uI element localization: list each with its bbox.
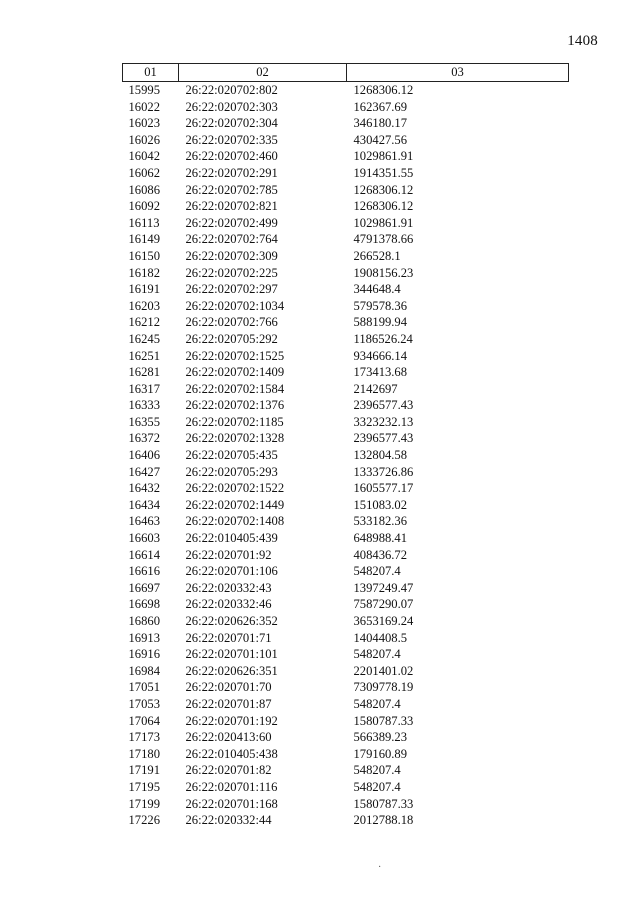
- cell-cadastral-id: 26:22:020702:291: [185, 165, 278, 180]
- table-row: [123, 630, 569, 647]
- cell-value: 179160.89: [353, 746, 408, 761]
- cell-number: 17195: [128, 779, 160, 794]
- cell-cadastral-id: 26:22:020702:1584: [185, 381, 285, 396]
- cell-value: 4791378.66: [353, 232, 414, 247]
- cell-number: 16916: [128, 647, 160, 662]
- cell-cadastral-id: 26:22:020702:766: [185, 315, 278, 330]
- cell-cadastral-id: 26:22:020701:101: [185, 647, 278, 662]
- cell-cadastral-id: 26:22:020701:92: [185, 547, 272, 562]
- cell-number: 16149: [128, 232, 160, 247]
- cell-number: 16698: [128, 597, 160, 612]
- table-row: [123, 148, 569, 165]
- cell-number: 16203: [128, 298, 160, 313]
- cell-value: 173413.68: [353, 365, 408, 380]
- cell-value: 1029861.91: [353, 215, 414, 230]
- cell-value: 430427.56: [353, 132, 408, 147]
- cell-number: 16616: [128, 564, 160, 579]
- cell-number: 16182: [128, 265, 160, 280]
- table-row: [123, 182, 569, 199]
- cell-number: 17180: [128, 746, 160, 761]
- table-row: [123, 381, 569, 398]
- cell-number: 16603: [128, 531, 160, 546]
- cell-cadastral-id: 26:22:020702:1034: [185, 298, 285, 313]
- cell-value: 1404408.5: [353, 630, 408, 645]
- table-row: [123, 447, 569, 464]
- cell-number: 16086: [128, 182, 160, 197]
- table-row: [123, 364, 569, 381]
- cell-value: 1186526.24: [353, 331, 413, 346]
- cell-cadastral-id: 26:22:020701:70: [185, 680, 272, 695]
- cell-value: 2396577.43: [353, 398, 414, 413]
- cell-number: 17199: [128, 796, 160, 811]
- cell-value: 548207.4: [353, 647, 401, 662]
- cell-cadastral-id: 26:22:020702:1449: [185, 497, 285, 512]
- cell-value: 533182.36: [353, 514, 408, 529]
- cell-cadastral-id: 26:22:020701:82: [185, 763, 272, 778]
- cell-value: 1908156.23: [353, 265, 414, 280]
- cell-cadastral-id: 26:22:020702:225: [185, 265, 278, 280]
- table-row: [123, 314, 569, 331]
- cell-cadastral-id: 26:22:020702:304: [185, 116, 278, 131]
- cell-value: 346180.17: [353, 116, 408, 131]
- cell-number: 16697: [128, 580, 160, 595]
- cell-number: 16333: [128, 398, 160, 413]
- cell-cadastral-id: 26:22:010405:438: [185, 746, 278, 761]
- cell-cadastral-id: 26:22:020332:44: [185, 813, 272, 828]
- cell-number: 16614: [128, 547, 160, 562]
- table-row: [123, 646, 569, 663]
- cell-value: 1333726.86: [353, 464, 414, 479]
- table-row: [123, 430, 569, 447]
- table-row: [123, 99, 569, 116]
- cell-number: 17053: [128, 696, 160, 711]
- table-row: [123, 563, 569, 580]
- cell-cadastral-id: 26:22:010405:439: [185, 531, 278, 546]
- table-row: [123, 281, 569, 298]
- cell-number: 16245: [128, 331, 160, 346]
- cell-number: 16913: [128, 630, 160, 645]
- column-header-01: 01: [123, 64, 179, 82]
- table-row: [123, 513, 569, 530]
- cell-value: 548207.4: [353, 779, 401, 794]
- table-row: [123, 796, 569, 813]
- cell-number: 15995: [128, 83, 160, 97]
- data-table-container: [122, 63, 568, 829]
- cell-value: 648988.41: [353, 531, 408, 546]
- cell-number: 16355: [128, 414, 160, 429]
- table-row: [123, 298, 569, 315]
- cell-cadastral-id: 26:22:020702:785: [185, 182, 278, 197]
- cell-cadastral-id: 26:22:020332:46: [185, 597, 272, 612]
- cell-cadastral-id: 26:22:020702:335: [185, 132, 278, 147]
- cell-number: 16042: [128, 149, 160, 164]
- cell-number: 16062: [128, 165, 160, 180]
- table-row: [123, 348, 569, 365]
- cell-value: 162367.69: [353, 99, 408, 114]
- cell-cadastral-id: 26:22:020702:499: [185, 215, 278, 230]
- scan-speck: ·: [378, 862, 382, 873]
- cell-value: 1605577.17: [353, 481, 414, 496]
- cell-cadastral-id: 26:22:020705:435: [185, 448, 278, 463]
- cell-cadastral-id: 26:22:020701:87: [185, 696, 272, 711]
- cell-number: 16092: [128, 199, 160, 214]
- cell-value: 132804.58: [353, 448, 408, 463]
- table-row: [123, 679, 569, 696]
- cell-cadastral-id: 26:22:020701:116: [185, 779, 278, 794]
- column-header-02: 02: [179, 64, 347, 82]
- cell-number: 17173: [128, 730, 160, 745]
- cell-number: 16860: [128, 614, 160, 628]
- cell-value: 408436.72: [353, 547, 408, 562]
- cell-cadastral-id: 26:22:020701:168: [185, 796, 278, 811]
- cell-value: 344648.4: [353, 282, 401, 297]
- cell-number: 16406: [128, 448, 160, 463]
- table-row: [123, 464, 569, 481]
- cell-value: 548207.4: [353, 696, 401, 711]
- table-row: [123, 779, 569, 796]
- cell-number: 17051: [128, 680, 160, 695]
- table-row: [123, 414, 569, 431]
- table-row: [123, 331, 569, 348]
- cell-value: 566389.23: [353, 730, 408, 745]
- table-row: [123, 746, 569, 763]
- cell-cadastral-id: 26:22:020702:303: [185, 99, 278, 114]
- cell-value: 2142697: [353, 381, 398, 396]
- cell-number: 16372: [128, 431, 160, 446]
- table-row: [123, 580, 569, 597]
- cell-value: 1268306.12: [353, 83, 414, 97]
- cell-value: 2012788.18: [353, 813, 414, 828]
- cell-cadastral-id: 26:22:020626:351: [185, 663, 278, 678]
- table-row: [123, 265, 569, 282]
- cell-number: 16434: [128, 497, 160, 512]
- table-row: [123, 397, 569, 414]
- header-row: [123, 64, 569, 82]
- cell-number: 16463: [128, 514, 160, 529]
- cell-cadastral-id: 26:22:020702:1522: [185, 481, 285, 496]
- cell-number: 16023: [128, 116, 160, 131]
- cell-cadastral-id: 26:22:020626:352: [185, 614, 278, 628]
- cell-cadastral-id: 26:22:020701:71: [185, 630, 272, 645]
- cell-number: 17191: [128, 763, 160, 778]
- cell-cadastral-id: 26:22:020702:1409: [185, 365, 285, 380]
- table-row: [123, 231, 569, 248]
- table-row: [123, 530, 569, 547]
- cell-cadastral-id: 26:22:020702:460: [185, 149, 278, 164]
- cell-cadastral-id: 26:22:020702:309: [185, 248, 278, 263]
- cell-value: 1268306.12: [353, 182, 414, 197]
- cell-cadastral-id: 26:22:020702:1328: [185, 431, 285, 446]
- cell-value: 548207.4: [353, 564, 401, 579]
- cell-value: 1580787.33: [353, 713, 414, 728]
- cell-number: 16191: [128, 282, 160, 297]
- table-row: [123, 812, 569, 829]
- table-header: [123, 64, 569, 82]
- cell-cadastral-id: 26:22:020702:821: [185, 199, 278, 214]
- cell-value: 266528.1: [353, 248, 401, 263]
- cell-cadastral-id: 26:22:020705:293: [185, 464, 278, 479]
- cell-number: 16113: [128, 215, 160, 230]
- cell-value: 2201401.02: [353, 663, 414, 678]
- cell-cadastral-id: 26:22:020702:802: [185, 83, 278, 97]
- cell-value: 1580787.33: [353, 796, 414, 811]
- cell-cadastral-id: 26:22:020332:43: [185, 580, 272, 595]
- cell-number: 16427: [128, 464, 160, 479]
- table-row: [123, 547, 569, 564]
- cell-number: 16026: [128, 132, 160, 147]
- cell-number: 17064: [128, 713, 160, 728]
- cell-value: 7587290.07: [353, 597, 414, 612]
- cell-number: 16212: [128, 315, 160, 330]
- table-body: [123, 82, 569, 829]
- cell-number: 16317: [128, 381, 160, 396]
- cell-value: 1029861.91: [353, 149, 414, 164]
- cell-number: 17226: [128, 813, 160, 828]
- cell-cadastral-id: 26:22:020705:292: [185, 331, 278, 346]
- cell-cadastral-id: 26:22:020701:106: [185, 564, 278, 579]
- cell-number: 16150: [128, 248, 160, 263]
- column-header-03: 03: [347, 64, 569, 82]
- cell-value: 588199.94: [353, 315, 408, 330]
- cell-cadastral-id: 26:22:020702:1408: [185, 514, 285, 529]
- cell-cadastral-id: 26:22:020413:60: [185, 730, 272, 745]
- table-row: [123, 198, 569, 215]
- cell-value: 3653169.24: [353, 614, 414, 628]
- cell-value: 548207.4: [353, 763, 401, 778]
- table-row: [123, 762, 569, 779]
- cell-number: 16432: [128, 481, 160, 496]
- cell-value: 579578.36: [353, 298, 408, 313]
- cell-value: 2396577.43: [353, 431, 414, 446]
- table-row: [123, 115, 569, 132]
- table-row: [123, 696, 569, 713]
- cell-cadastral-id: 26:22:020702:297: [185, 282, 278, 297]
- cell-value: 151083.02: [353, 497, 408, 512]
- cell-value: 1268306.12: [353, 199, 414, 214]
- table-row: [123, 480, 569, 497]
- table-row: [123, 132, 569, 149]
- table-row: [123, 729, 569, 746]
- page-number: 1408: [567, 33, 598, 49]
- cell-number: 16281: [128, 365, 160, 380]
- cell-number: 16022: [128, 99, 160, 114]
- table-row: [123, 713, 569, 730]
- cell-number: 16251: [128, 348, 160, 363]
- table-row: [123, 596, 569, 613]
- cell-value: 1914351.55: [353, 165, 414, 180]
- table-row: [123, 497, 569, 514]
- table-row: [123, 663, 569, 680]
- table-row: [123, 613, 569, 630]
- cell-number: 16984: [128, 663, 160, 678]
- cell-cadastral-id: 26:22:020702:1376: [185, 398, 285, 413]
- cell-cadastral-id: 26:22:020702:764: [185, 232, 278, 247]
- cell-value: 934666.14: [353, 348, 408, 363]
- cell-value: 7309778.19: [353, 680, 414, 695]
- cell-value: 3323232.13: [353, 414, 414, 429]
- table-row: [123, 215, 569, 232]
- table-row: [123, 165, 569, 182]
- table-row: [123, 82, 569, 99]
- cell-cadastral-id: 26:22:020702:1525: [185, 348, 285, 363]
- table-row: [123, 248, 569, 265]
- cell-value: 1397249.47: [353, 580, 414, 595]
- data-table: [122, 63, 569, 829]
- cell-cadastral-id: 26:22:020701:192: [185, 713, 278, 728]
- cell-cadastral-id: 26:22:020702:1185: [185, 414, 284, 429]
